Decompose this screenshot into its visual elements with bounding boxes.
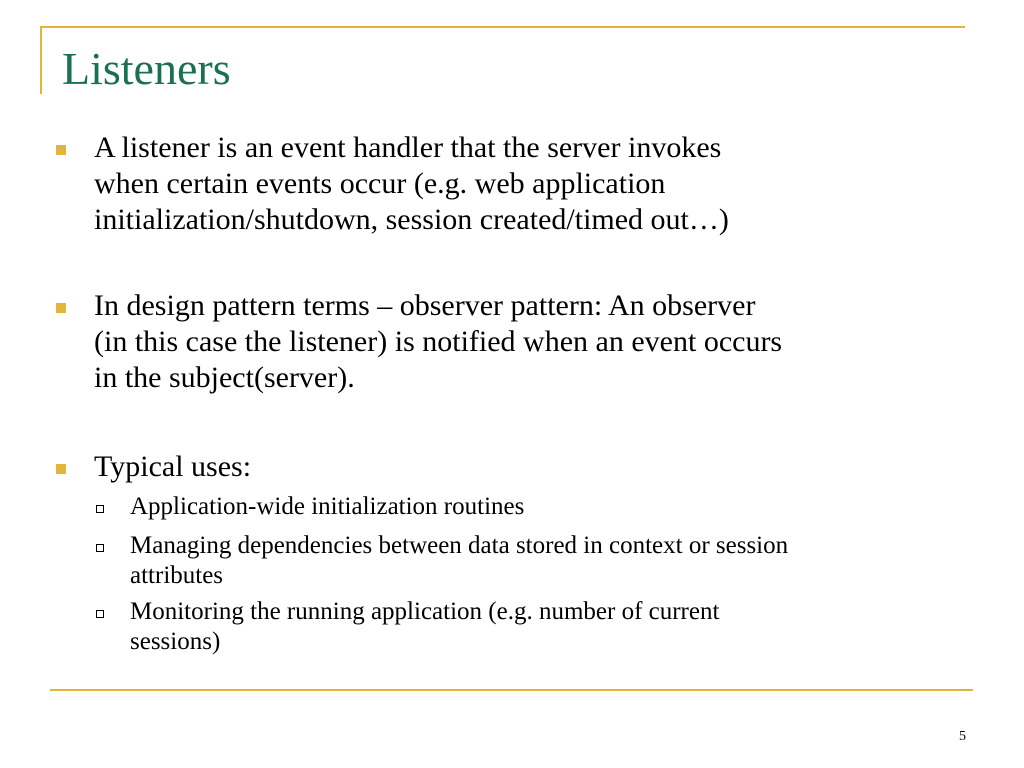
bullet-item xyxy=(56,288,956,398)
title-frame-top-border xyxy=(40,26,965,28)
page-number: 5 xyxy=(959,729,966,744)
sub-bullet-item xyxy=(96,531,966,593)
sub-bullet-text xyxy=(130,531,970,591)
bullet-item xyxy=(56,130,956,240)
bullet-line: when certain events occur (e.g. web application xyxy=(94,167,666,200)
sub-bullet-item xyxy=(96,492,966,524)
title-frame-left-border xyxy=(40,26,42,94)
sub-bullet-text xyxy=(130,492,970,522)
bullet-item xyxy=(56,449,956,489)
sub-bullet-line: Application-wide initialization routines xyxy=(130,493,525,520)
footer-divider xyxy=(50,689,973,691)
hollow-square-bullet-icon xyxy=(96,544,104,552)
bullet-line: (in this case the listener) is notified when an event occurs xyxy=(94,325,783,358)
sub-bullet-text xyxy=(130,597,970,657)
sub-bullet-line: sessions) xyxy=(130,628,221,655)
sub-bullet-line: Monitoring the running application (e.g. number of current xyxy=(130,598,720,625)
sub-bullet-line: attributes xyxy=(130,562,224,589)
filled-square-bullet-icon xyxy=(56,145,66,155)
bullet-line: A listener is an event handler that the server invokes xyxy=(94,131,722,164)
sub-bullet-line: Managing dependencies between data stored in context or session xyxy=(130,532,789,559)
bullet-line: Typical uses: xyxy=(94,450,252,483)
sub-bullet-item xyxy=(96,597,966,659)
bullet-line: In design pattern terms – observer pattern: An observer xyxy=(94,289,756,322)
hollow-square-bullet-icon xyxy=(96,610,104,618)
bullet-text xyxy=(94,449,974,485)
filled-square-bullet-icon xyxy=(56,303,66,313)
bullet-text xyxy=(94,130,974,238)
hollow-square-bullet-icon xyxy=(96,505,104,513)
filled-square-bullet-icon xyxy=(56,464,66,474)
bullet-text xyxy=(94,288,974,396)
bullet-line: in the subject(server). xyxy=(94,361,355,394)
slide-title: Listeners xyxy=(62,43,231,94)
bullet-line: initialization/shutdown, session created/timed out…) xyxy=(94,203,729,236)
